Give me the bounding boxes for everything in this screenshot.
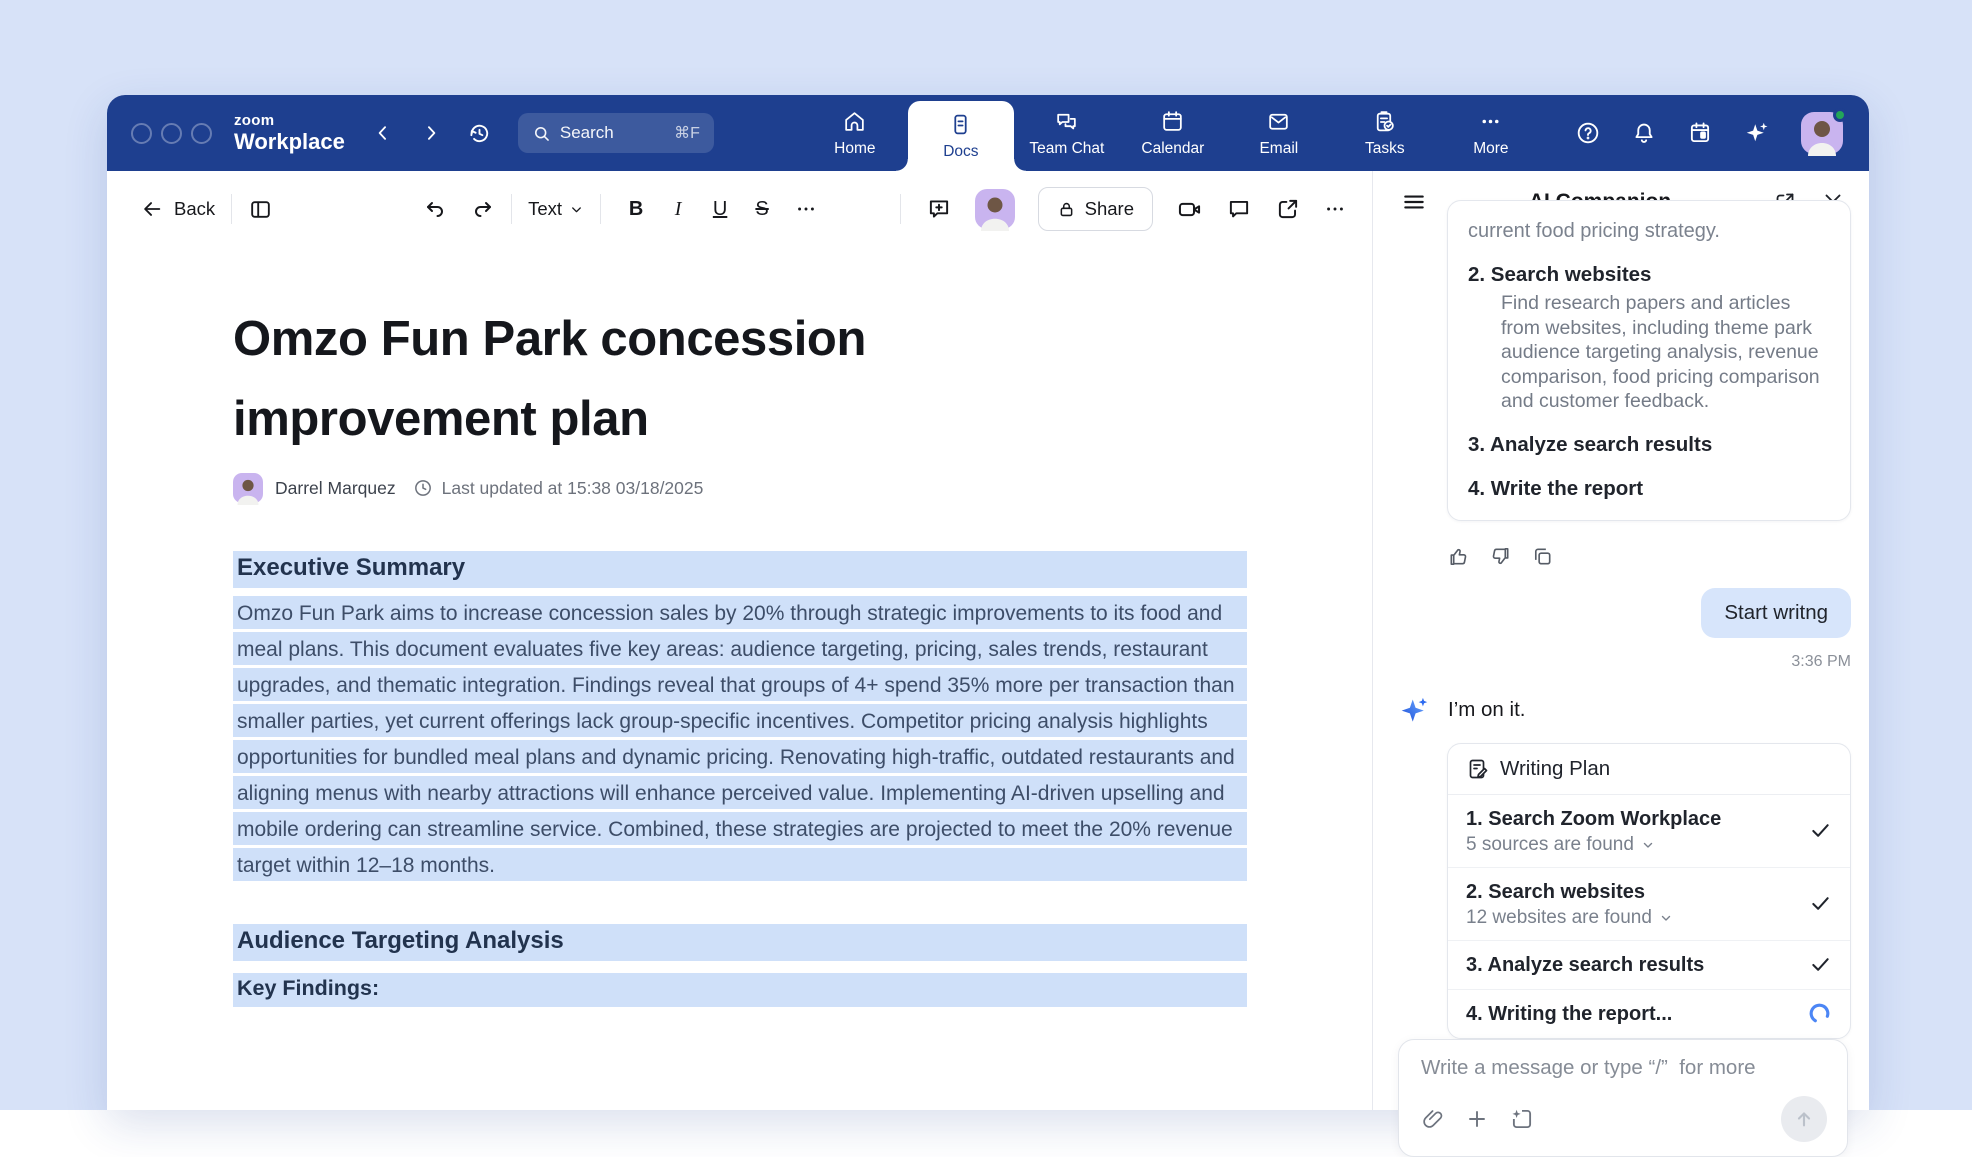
audience-heading: Audience Targeting Analysis xyxy=(233,924,1247,961)
share-button[interactable] xyxy=(1038,187,1153,231)
back-button[interactable] xyxy=(141,198,215,220)
search-placeholder: Search xyxy=(559,123,614,142)
message-composer[interactable] xyxy=(1398,1039,1848,1157)
plan-step-label: 3. Analyze search results xyxy=(1466,953,1705,976)
writing-plan-card xyxy=(1447,743,1851,1039)
composer-input[interactable] xyxy=(1421,1056,1827,1080)
plan-step-label: 2. Search websites xyxy=(1466,880,1645,903)
author-avatar xyxy=(233,473,263,503)
logo-zoom-text: zoom xyxy=(234,112,275,129)
collaborator-avatar[interactable] xyxy=(975,189,1015,229)
exec-summary-heading: Executive Summary xyxy=(233,551,1247,588)
writing-plan-title: Writing Plan xyxy=(1500,756,1611,780)
tab-home-label: Home xyxy=(834,139,876,157)
zoom-workplace-logo xyxy=(234,113,345,153)
undo-redo-group xyxy=(423,197,495,221)
tab-email[interactable] xyxy=(1226,95,1332,171)
plan-step2-desc: Find research papers and articles from websites, including theme park audience targeting analysis, revenue comparison, food pricing comparison and customer feedback. xyxy=(1501,292,1820,412)
open-in-new-icon[interactable] xyxy=(1275,196,1301,222)
composer-toolbar xyxy=(1421,1096,1827,1142)
plan-step-1-text xyxy=(1466,806,1797,856)
plan-cut-line: current food pricing strategy. xyxy=(1468,220,1720,242)
tasks-icon xyxy=(1372,109,1397,134)
send-button[interactable] xyxy=(1781,1096,1827,1142)
plan-step-3-text xyxy=(1466,952,1797,978)
plan-step-sub-text: 5 sources are found xyxy=(1466,833,1634,855)
presence-online-dot xyxy=(1833,108,1847,122)
thumbs-up-icon[interactable] xyxy=(1447,545,1470,568)
user-message-bubble: Start writng xyxy=(1701,588,1851,638)
content-row xyxy=(107,171,1869,1110)
exec-summary-paragraph: Omzo Fun Park aims to increase concession sales by 20% through strategic improvements to its food and meal plans. This document evaluates five key areas: audience targeting, pricing, sales trends, restaurant upgrades, and thematic integration. Findings reveal that groups of 4+ spend 35% more per transaction than smaller parties, yet current offerings lack group-specific incentives. Competitor pricing analysis highlights opportunities for bundled meal plans and dynamic pricing. Renovating high-traffic, outdated restaurants and aligning menus with nearby attractions will enhance perceived value. Implementing AI-driven upselling and mobile ordering can streamline service. Combined, these strategies are projected to meet the 20% revenue target within 12–18 months. xyxy=(233,596,1247,884)
ai-sparkle-icon[interactable] xyxy=(1743,119,1771,147)
underline-button[interactable]: U xyxy=(712,197,728,220)
ai-companion-panel xyxy=(1372,171,1869,1110)
plan-step-1[interactable] xyxy=(1448,795,1850,868)
assistant-plan-card xyxy=(1447,200,1851,521)
search-input[interactable] xyxy=(518,113,714,153)
calendar-icon xyxy=(1160,109,1185,134)
plan-step2-title: 2. Search websites xyxy=(1468,263,1652,286)
toolbar-divider xyxy=(600,194,601,224)
tab-docs[interactable] xyxy=(908,101,1014,171)
document-meta xyxy=(233,473,1247,503)
text-style-dropdown[interactable] xyxy=(528,198,584,220)
check-icon xyxy=(1809,892,1832,915)
plan-step-4-text xyxy=(1466,1001,1795,1027)
ai-insert-icon[interactable] xyxy=(1509,1106,1535,1132)
team-chat-icon xyxy=(1054,109,1079,134)
nav-history-arrows xyxy=(373,123,441,143)
feedback-row xyxy=(1447,545,1851,568)
tab-calendar[interactable] xyxy=(1120,95,1226,171)
forward-chevron-icon[interactable] xyxy=(421,123,441,143)
plan-step-3[interactable] xyxy=(1448,941,1850,990)
attach-icon[interactable] xyxy=(1421,1107,1445,1131)
more-formatting-icon[interactable] xyxy=(795,198,817,220)
navbar-right-actions xyxy=(1575,112,1843,154)
chevron-down-icon xyxy=(569,202,584,217)
tab-docs-label: Docs xyxy=(943,142,979,160)
undo-icon[interactable] xyxy=(423,197,447,221)
tab-more-label: More xyxy=(1473,139,1509,157)
more-actions-icon[interactable] xyxy=(1324,198,1346,220)
assistant-reply-row xyxy=(1398,693,1848,727)
zoom-workplace-window xyxy=(107,95,1869,1110)
tab-calendar-label: Calendar xyxy=(1141,139,1205,157)
writing-plan-icon xyxy=(1466,757,1490,781)
plan-step4-title: 4. Write the report xyxy=(1468,476,1644,500)
back-chevron-icon[interactable] xyxy=(373,123,393,143)
window-controls xyxy=(131,123,212,144)
document-title: Omzo Fun Park concession improvement plan xyxy=(233,312,866,446)
share-label: Share xyxy=(1084,198,1134,219)
history-icon[interactable] xyxy=(467,121,492,146)
thumbs-down-icon[interactable] xyxy=(1489,545,1512,568)
plan-step-sub[interactable] xyxy=(1466,907,1797,929)
redo-icon[interactable] xyxy=(471,197,495,221)
video-icon[interactable] xyxy=(1176,196,1203,223)
calendar-date-icon[interactable] xyxy=(1687,120,1713,146)
top-navbar xyxy=(107,95,1869,171)
window-maximize-button[interactable] xyxy=(191,123,212,144)
clock-icon xyxy=(413,478,433,498)
plan-step-2[interactable] xyxy=(1448,868,1850,941)
toolbar-divider xyxy=(511,194,512,224)
bold-button[interactable]: B xyxy=(628,197,644,220)
chevron-down-icon xyxy=(1641,838,1655,852)
spinner-icon xyxy=(1807,1001,1832,1026)
app-tabs xyxy=(802,95,1544,171)
plan-step-2-text xyxy=(1466,879,1797,929)
check-icon xyxy=(1809,953,1832,976)
search-icon xyxy=(532,124,551,143)
tab-team-chat-label: Team Chat xyxy=(1029,139,1105,157)
assistant-reply-text: I’m on it. xyxy=(1448,697,1526,721)
tab-email-label: Email xyxy=(1259,139,1299,157)
strikethrough-button[interactable]: S xyxy=(755,197,769,220)
chevron-down-icon xyxy=(1659,911,1673,925)
toolbar-right-group xyxy=(898,187,1346,231)
plan-step-label: 4. Writing the report... xyxy=(1466,1002,1673,1025)
last-updated-text: Last updated at 15:38 03/18/2025 xyxy=(441,477,704,498)
help-icon[interactable] xyxy=(1575,120,1601,146)
plan-step-sub[interactable] xyxy=(1466,834,1797,856)
logo-workplace-text: Workplace xyxy=(234,129,345,154)
tab-team-chat[interactable] xyxy=(1014,95,1120,171)
back-arrow-icon xyxy=(141,198,163,220)
text-style-label: Text xyxy=(528,198,563,219)
chat-icon[interactable] xyxy=(1226,196,1252,222)
document-toolbar xyxy=(107,171,1372,247)
author-name: Darrel Marquez xyxy=(275,477,396,498)
lock-icon xyxy=(1057,200,1076,219)
menu-icon[interactable] xyxy=(1401,189,1427,215)
assistant-message-column xyxy=(1447,220,1851,671)
toolbar-divider xyxy=(900,194,901,224)
tab-tasks[interactable] xyxy=(1332,95,1438,171)
tab-tasks-label: Tasks xyxy=(1365,139,1405,157)
docs-icon xyxy=(948,112,973,137)
search-shortcut: ⌘F xyxy=(674,125,700,142)
plus-icon[interactable] xyxy=(1465,1107,1489,1131)
user-avatar[interactable] xyxy=(1801,112,1843,154)
ai-sparkle-icon xyxy=(1398,693,1432,727)
window-close-button[interactable] xyxy=(131,123,152,144)
tab-home[interactable] xyxy=(802,95,908,171)
document-area xyxy=(107,171,1372,1110)
home-icon xyxy=(842,109,867,134)
toolbar-divider xyxy=(231,194,232,224)
plan-step-sub-text: 12 websites are found xyxy=(1466,906,1652,928)
tab-more[interactable] xyxy=(1438,95,1544,171)
copy-icon[interactable] xyxy=(1531,545,1554,568)
notifications-icon[interactable] xyxy=(1631,120,1657,146)
sidebar-toggle-icon[interactable] xyxy=(248,197,273,222)
plan-step3-title: 3. Analyze search results xyxy=(1468,432,1713,456)
check-icon xyxy=(1809,819,1832,842)
plan-step-4[interactable] xyxy=(1448,990,1850,1038)
italic-button[interactable]: I xyxy=(674,197,682,220)
email-icon xyxy=(1266,109,1291,134)
window-minimize-button[interactable] xyxy=(161,123,182,144)
user-message-row xyxy=(1447,588,1851,638)
writing-plan-header xyxy=(1448,744,1850,795)
message-timestamp: 3:36 PM xyxy=(1791,652,1851,670)
add-comment-icon[interactable] xyxy=(926,196,952,222)
document-canvas[interactable] xyxy=(107,247,1372,1110)
ai-panel-body xyxy=(1373,220,1869,1110)
key-findings-heading: Key Findings: xyxy=(233,973,1247,1007)
more-icon xyxy=(1478,109,1503,134)
plan-step-label: 1. Search Zoom Workplace xyxy=(1466,807,1722,830)
back-label: Back xyxy=(174,198,216,219)
format-group xyxy=(617,198,817,221)
